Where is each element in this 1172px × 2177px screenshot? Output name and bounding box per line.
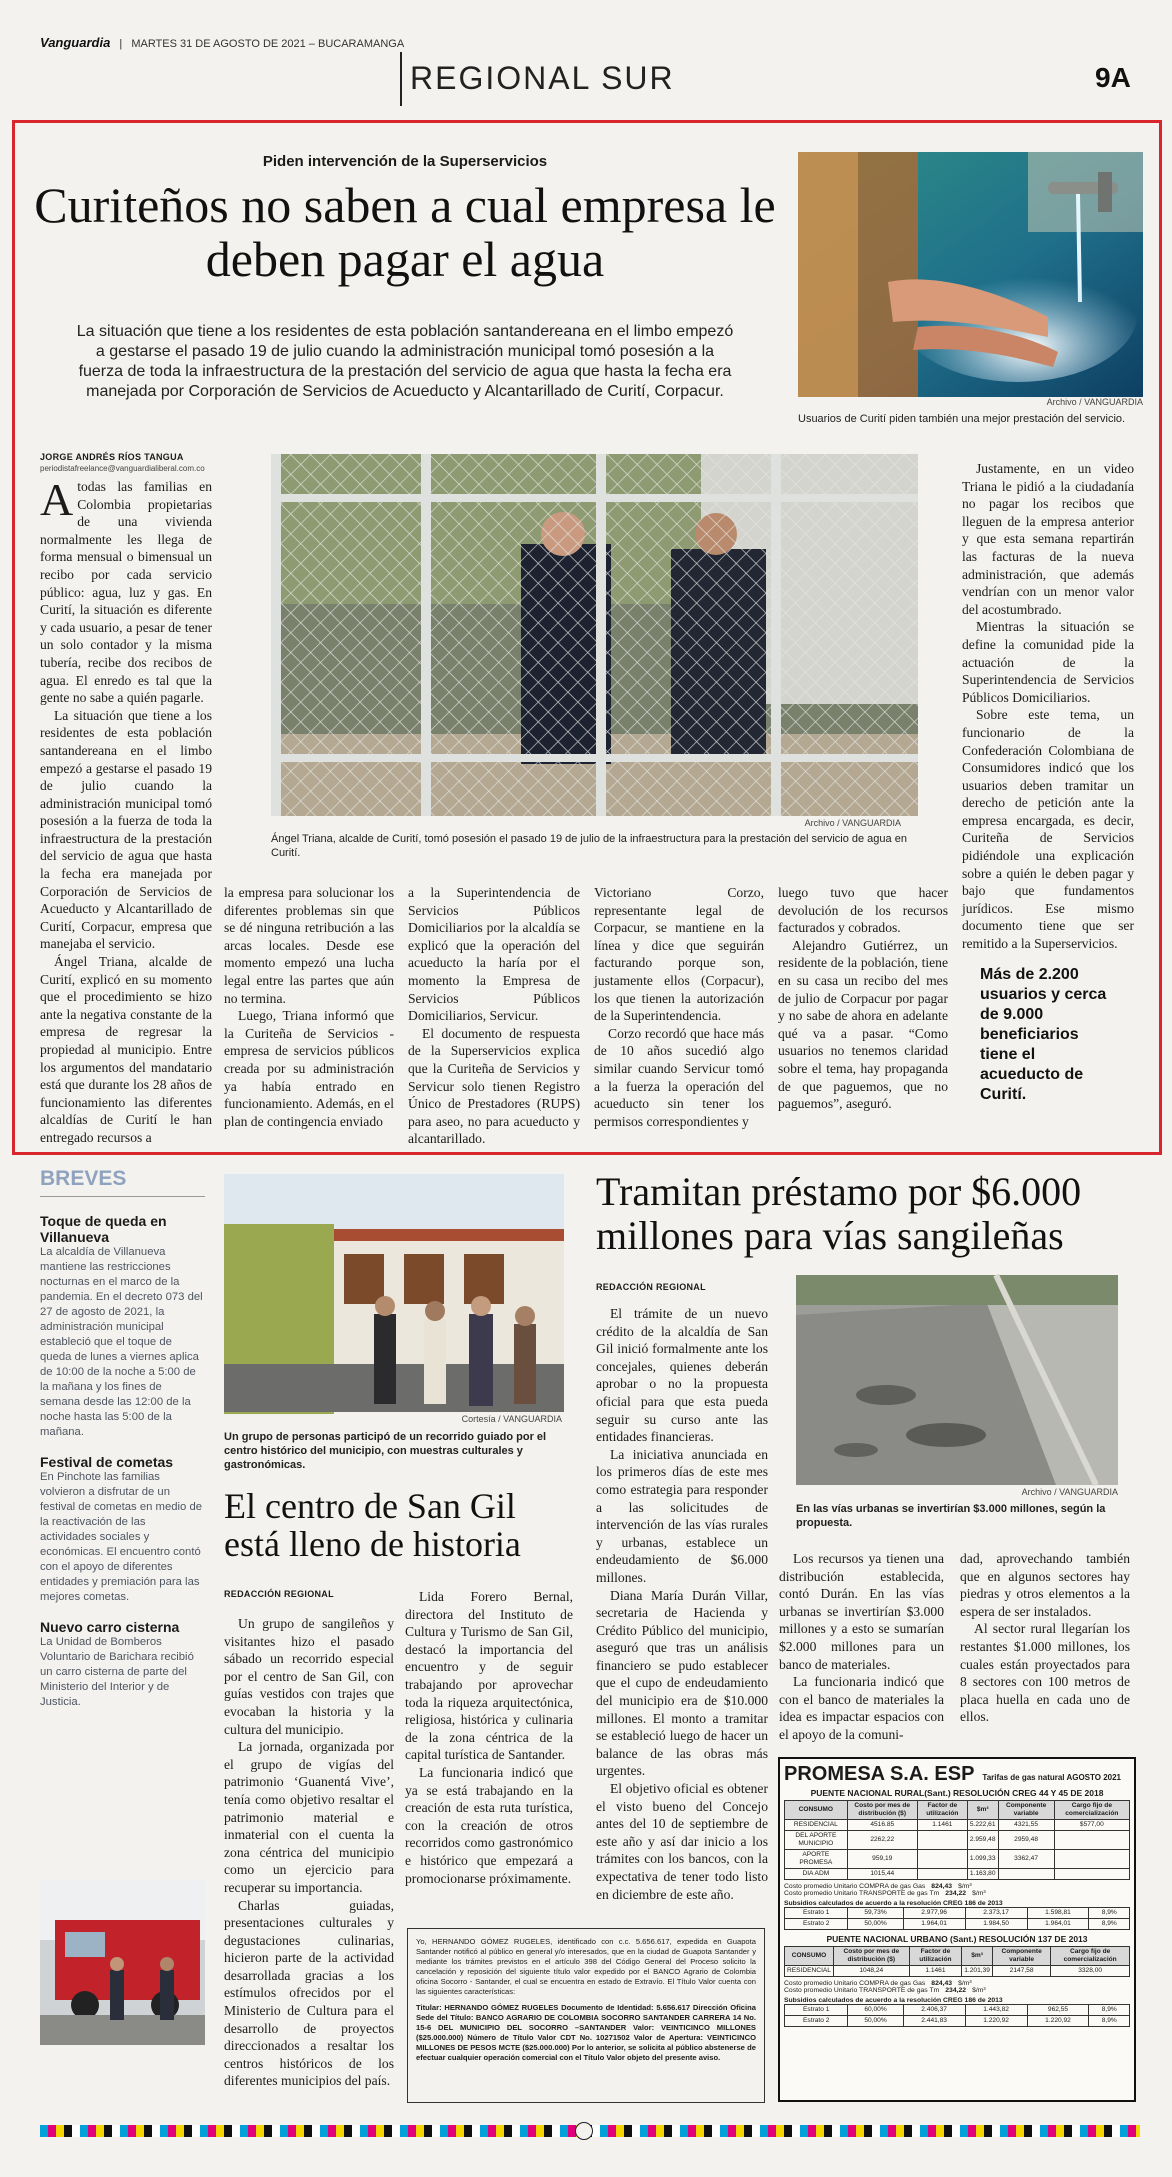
san-gil-photo-credit: Cortesía / VANGUARDIA: [461, 1414, 562, 1424]
col-header: Costo por mes de distribución ($): [833, 1947, 909, 1966]
cell: 8,9%: [1089, 2016, 1130, 2027]
san-gil-photo: [224, 1174, 564, 1412]
brief-item: [40, 1619, 205, 1710]
cell: [1054, 1850, 1129, 1869]
transporte-line-2: [784, 1987, 1130, 1994]
tariff-section-1: PUENTE NACIONAL RURAL(Sant.) RESOLUCIÓN CREG 44 Y 45 DE 2018: [810, 1788, 1104, 1798]
unit: $/m³: [958, 1980, 972, 1987]
cell: 3362,47: [998, 1850, 1054, 1869]
cell: [1054, 1831, 1129, 1850]
cell: 1.201,39: [962, 1966, 993, 1977]
cell: 2147,58: [992, 1966, 1050, 1977]
col-header: $m³: [962, 1947, 993, 1966]
col-header: Factor de utilización: [909, 1947, 962, 1966]
section-rule: [400, 52, 402, 106]
cell: 1.443,82: [965, 2005, 1027, 2016]
gate-photo-caption: Ángel Triana, alcalde de Curití, tomó posesión el pasado 19 de julio de la infraestructura para la prestación del servicio de agua en Curití.: [271, 833, 907, 859]
col-header: Costo por mes de distribución ($): [847, 1801, 917, 1820]
story-highlight: Más de 2.200 usuarios y cerca de 9.000 beneficiarios tiene el acueducto de Curití.: [980, 966, 1107, 1103]
paragraph: Victoriano Corzo, representante legal de Corpacur, se mantiene en la línea y dice que seguirán facturando porque son, justamente ellos (Corpacur), los que tienen la autorización de la Superintendencia.: [594, 885, 764, 1024]
cell: [1054, 1869, 1129, 1880]
cell: 8,9%: [1089, 2005, 1130, 2016]
paragraph: Ángel Triana, alcalde de Curití, explicó en su momento que el procedimiento se hizo ante la negativa constante de la empresa de regresar la propiedad al municipio. Entre los argumentos del mandatario está que durante los 28 años de funcionamiento las diferentes alcaldías de Curití le han entregado recursos a: [40, 954, 212, 1145]
transporte-value: 234,22: [945, 1987, 967, 1994]
paragraph: El trámite de un nuevo crédito de la alcaldía de San Gil inició formalmente ante los concejales, quienes deberán aprobar o no la propuesta oficial para que esta pueda seguir su curso ante las entidades financieras.: [596, 1306, 768, 1445]
paragraph: a la Superintendencia de Servicios Públicos Domiciliarios por la alcaldía se explicó que la operación del acueducto la haría por el momento la Empresa de Servicios Públicos Domiciliarios, Servicur.: [408, 885, 580, 1024]
paragraph: todas las familias en Colombia propietarias de una vivienda normalmente les llega de forma mensual o bimensual un recibo por cada servicio público: agua, luz y gas. En Curití, la situación es diferente y cada usuario, a pesar de tener un solo contador y la misma tubería, recibe dos recibos de agua. El enredo es tal que la gente no sabe a quién pagarle.: [40, 479, 212, 706]
cell: 59,73%: [848, 1908, 903, 1919]
col-header: CONSUMO: [785, 1947, 834, 1966]
tariff-table-2: [784, 1946, 1130, 1977]
road-photo: [796, 1275, 1118, 1485]
cell: 60,00%: [848, 2005, 903, 2016]
col-header: Componente variable: [992, 1947, 1050, 1966]
brief-title: Festival de cometas: [40, 1454, 174, 1470]
san-gil-column-2: [405, 1588, 573, 1888]
subsidy-label: Subsidios calculados de acuerdo a la resolución CREG 186 de 2013: [784, 1900, 1003, 1907]
tariff-ad: [778, 1757, 1136, 2102]
cell: Estrato 1: [785, 1908, 848, 1919]
water-photo: [798, 152, 1143, 397]
paragraph: La situación que tiene a los residentes de esta población santandereana en el limbo empezó a gestarse el pasado 19 de julio cuando la administración municipal tomó posesión a la fuerza de toda la infraestructura de la prestación del servicio de agua que hasta la fecha era manejada por Corporación de Servicios de Acueducto y Alcantarillado de Curití, Corpacur, empresa que manejaba el servicio.: [40, 707, 212, 952]
legal-notice-details: Titular: HERNANDO GÓMEZ RUGELES Documento de Identidad: 5.656.617 Dirección Oficina Sede del Título: BANCO AGRARIO DE COLOMBIA SOCORRO SANTANDER CARRERA 14 No. 15-6 DEL MUNICIPIO DEL SOCORRO –SANTANDER Valor: VEINTICINCO MILLONES ($25.000.000) Número de Título Valor CDT No. 10271502 Valor de Apertura: VEINTICINCO MILLONES DE PESOS MCTE ($25.000.000) Por lo anterior, se solicita al público abstenerse de efectuar cualquier operación comercial con el Título Valor objeto del presente aviso.: [416, 2003, 756, 2062]
paragraph: Alejandro Gutiérrez, un residente de la población, tiene en su casa un recibo del mes de julio de Corpacur por pagar y no sabe de ahora en adelante qué va a pasar. “Como usuarios no tenemos claridad sobre el tema, hay propaganda de que paguemos, que no paguemos”, aseguró.: [778, 937, 948, 1112]
cell: APORTE PROMESA: [785, 1850, 848, 1869]
paragraph: Al sector rural llegarían los restantes $1.000 millones, los cuales están proyectados para 8 sectores con 100 metros de placa huella en cada uno de ellos.: [960, 1621, 1130, 1725]
story-column-6: [962, 460, 1134, 952]
cell: $577,00: [1054, 1820, 1129, 1831]
road-photo-credit: Archivo / VANGUARDIA: [1021, 1487, 1118, 1497]
registration-mark-icon: [575, 2122, 593, 2140]
brief-title: Nuevo carro cisterna: [40, 1619, 180, 1635]
cell: 1.984,50: [965, 1919, 1027, 1930]
legal-notice: [407, 1928, 765, 2103]
paragraph: Lida Forero Bernal, directora del Instituto de Cultura y Turismo de San Gil, destacó la importancia del encuentro y de seguir trabajando por aprovechar toda la riqueza arquitectónica, religiosa, histórica y culinaria de la zona céntrica de la capital turística de Santander.: [405, 1589, 573, 1763]
compra-label: Costo promedio Unitario COMPRA de gas Gas: [784, 1980, 926, 1987]
cell: 2.406,37: [903, 2005, 965, 2016]
brief-text: La alcaldía de Villanueva mantiene las restricciones nocturnas en el marco de la pandemia. En el decreto 073 del 27 de agosto de 2021, la administración municipal estableció que el toque de queda de lunes a viernes aplica de 10:00 de la noche a 5:00 de la mañana y los fines de semana desde las 12:00 de la noche hasta las 5:00 de la mañana.: [40, 1246, 203, 1438]
story-deck: La situación que tiene a los residentes de esta población santandereana en el limbo empezó a gestarse el pasado 19 de julio cuando la administración municipal tomó posesión a la fuerza de toda la infraestructura de la prestación del servicio de agua que hasta la fecha era manejada por Corporación de Servicios de Acueducto y Alcantarillado de Curití, Corpacur.: [76, 323, 734, 400]
brief-item: [40, 1213, 205, 1440]
cell: [917, 1850, 967, 1869]
story-column-5: [778, 884, 948, 1128]
cell: 50,00%: [848, 2016, 903, 2027]
cell: RESIDENCIAL: [785, 1820, 848, 1831]
cell: 2.373,17: [965, 1908, 1027, 1919]
story-kicker: Piden intervención de la Superservicios: [262, 153, 548, 170]
cell: 1.964,01: [1027, 1919, 1089, 1930]
col-header: Componente variable: [998, 1801, 1054, 1820]
cell: [917, 1831, 967, 1850]
cell: 1.099,33: [967, 1850, 998, 1869]
table-row: [785, 1908, 1130, 1919]
table-row: [785, 2016, 1130, 2027]
cell: 962,55: [1027, 2005, 1089, 2016]
paragraph: Corzo recordó que hace más de 10 años sucedió algo similar cuando Servicur tomó a la fuerza la operación del acueducto sin tener los permisos correspondientes y: [594, 1025, 764, 1129]
col-header: CONSUMO: [785, 1801, 848, 1820]
compra-line: [784, 1883, 1130, 1890]
paragraph: La funcionaria indicó que ya se está trabajando en la creación de esta ruta turística, con la creación de otros recorridos como gastronómico e histórico que empezará a promocionarse próximamente.: [405, 1764, 573, 1886]
tariff-subtitle: Tarifas de gas natural AGOSTO 2021: [982, 1773, 1121, 1782]
paragraph: Justamente, en un video Triana le pidió a la ciudadanía no pagar los recibos que lleguen de la empresa anterior y que esta semana repartirán las facturas de la nueva administración, que además vendrían con un menor valor del acostumbrado.: [962, 461, 1134, 617]
paragraph: luego tuvo que hacer devolución de los recursos facturados y cobrados.: [778, 885, 948, 936]
briefs-heading: BREVES: [40, 1167, 127, 1190]
table-row: [785, 1820, 1130, 1831]
table-row: [785, 1919, 1130, 1930]
byline-name: JORGE ANDRÉS RÍOS TANGUA: [40, 452, 184, 462]
separator: |: [119, 38, 123, 50]
cell: [917, 1869, 967, 1880]
cell: 2262,22: [847, 1831, 917, 1850]
paragraph: El objetivo oficial es obtener el visto bueno del Concejo antes del 10 de septiembre de este año y así dar inicio a los trámites con los bancos, con la expectativa de tener todo listo en diciembre de este año.: [596, 1781, 768, 1902]
paragraph: Sobre este tema, un funcionario de la Confederación Colombiana de Consumidores indicó que los usuarios deben tramitar un derecho de petición ante la empresa encargada, es decir, Curiteña de Servicios pidiéndole una explicación sobre a quién le deben pagar y bajo que fundamentos jurídicos. Ese mismo documento tiene que ser remitido a la Superservicios.: [962, 707, 1134, 952]
paragraph: Diana María Durán Villar, secretaria de Hacienda y Crédito Público del municipio, aseguró que tras un análisis financiero se pudo establecer que el cupo de endeudamiento del municipio era de $10.000 millones. El monto a tramitar se estableció luego de hacer un balance de las obras más urgentes.: [596, 1587, 768, 1779]
transporte-label: Costo promedio Unitario TRANSPORTE de gas Tm: [784, 1987, 940, 1994]
cell: 1048,24: [833, 1966, 909, 1977]
legal-notice-text: Yo, HERNANDO GÓMEZ RUGELES, identificado con c.c. 5.656.617, expedida en Guapota Santander notificó al público en general y/o interesados, que en la ciudad de Guapota Santander y mediante los trámites previstos en el artículo 398 del Código General del Proceso solicito la cancelación y reposición del siguiente título valor expedido por el BANCO Agrario de Colombia oficina Socorro - Santander, el cual se encuentra en estado de Extravío. El Título Valor cuenta con las siguientes características:: [416, 1937, 756, 1996]
paragraph: la empresa para solucionar los diferentes problemas sin que se dé ninguna retribución a las arcas locales. Desde ese momento empezó una lucha legal entre las partes que aún no termina.: [224, 885, 394, 1006]
san-gil-photo-caption: Un grupo de personas participó de un recorrido guiado por el centro histórico del municipio, con muestras culturales y gastronómicas.: [224, 1431, 547, 1471]
table-row: [785, 1869, 1130, 1880]
dateline: MARTES 31 DE AGOSTO DE 2021 – BUCARAMANGA: [131, 38, 405, 50]
water-photo-caption: Usuarios de Curití piden también una mejor prestación del servicio.: [798, 413, 1126, 425]
page-number: 9A: [1095, 62, 1131, 93]
cell: 2.441,83: [903, 2016, 965, 2027]
cell: Estrato 2: [785, 2016, 848, 2027]
cell: 1.220,92: [1027, 2016, 1089, 2027]
cell: RESIDENCIAL: [785, 1966, 834, 1977]
san-gil-byline: REDACCIÓN REGIONAL: [224, 1589, 334, 1599]
san-gil-column-1: [224, 1615, 394, 2125]
san-gil-headline: El centro de San Gil está lleno de historia: [224, 1486, 521, 1564]
brief-text: En Pinchote las familias volvieron a disfrutar de un festival de cometas en medio de la reactivación de las actividades sociales y económicas. El encuentro contó con el apoyo de diferentes entidades y premiación para las mejores cometas.: [40, 1471, 203, 1603]
loan-headline: Tramitan préstamo por $6.000 millones para vías sangileñas: [596, 1169, 1082, 1258]
tariff-section-2: PUENTE NACIONAL URBANO (Sant.) RESOLUCIÓN 137 DE 2013: [826, 1934, 1088, 1944]
road-photo-caption: En las vías urbanas se invertirían $3.000 millones, según la propuesta.: [796, 1503, 1106, 1529]
compra-value: 824,43: [931, 1980, 953, 1987]
cell: 1.598,81: [1027, 1908, 1089, 1919]
col-header: Factor de utilización: [917, 1801, 967, 1820]
cell: Estrato 1: [785, 2005, 848, 2016]
brief-list: [40, 1213, 205, 1710]
cell: 8,9%: [1089, 1919, 1130, 1930]
cell: DEL APORTE MUNICIPIO: [785, 1831, 848, 1850]
transporte-value: 234,22: [945, 1890, 967, 1897]
cell: [998, 1869, 1054, 1880]
cell: 8,9%: [1089, 1908, 1130, 1919]
brief-text: La Unidad de Bomberos Voluntario de Barichara recibió un carro cisterna de parte del Ministerio del Interior y de Justicia.: [40, 1636, 194, 1708]
cell: 4321,55: [998, 1820, 1054, 1831]
compra-value: 824,43: [931, 1883, 953, 1890]
brief-item: [40, 1454, 205, 1605]
loan-column-1: [596, 1305, 768, 1902]
cell: 1.220,92: [965, 2016, 1027, 2027]
col-header: Cargo fijo de comercialización: [1051, 1947, 1130, 1966]
cell: 2959,48: [998, 1831, 1054, 1850]
col-header: Cargo fijo de comercialización: [1054, 1801, 1129, 1820]
cell: 5.222,61: [967, 1820, 998, 1831]
byline-email: periodistafreelance@vanguardialiberal.com.co: [40, 464, 205, 473]
subsidy-table-2: [784, 2004, 1130, 2027]
story-column-1: [40, 474, 212, 1145]
cell: 2.959,48: [967, 1831, 998, 1850]
masthead: [40, 35, 404, 50]
paragraph: Los recursos ya tienen una distribución establecida, contó Durán. En las vías urbanas se invertirían $3.000 millones y a esto se sumarían $2.000 millones para un banco de materiales.: [779, 1551, 944, 1672]
paragraph: La iniciativa anunciada en los primeros días de este mes como estrategia para responder a las solicitudes de intervención de las vías rurales y urbanas, establece un endeudamiento de $6.000 millones.: [596, 1446, 768, 1585]
paragraph: La funcionaria indicó que con el banco de materiales la idea es impactar espacios con el apoyo de la comuni-: [779, 1674, 944, 1742]
brand-logo: Vanguardia: [40, 35, 111, 50]
cell: 2.977,96: [903, 1908, 965, 1919]
cell: 1.1461: [917, 1820, 967, 1831]
loan-column-3: [960, 1550, 1130, 1740]
cell: 1015,44: [847, 1869, 917, 1880]
paragraph: Charlas guiadas, presentaciones culturales y degustaciones culinarias, hicieron parte de la actividad desarrollada gracias a los estímulos ofrecidos por el Ministerio de Cultura para el desarrollo de proyectos direccionados a resaltar los centros históricos de los diferentes municipios del país.: [224, 1897, 394, 2089]
tariff-table-1: [784, 1800, 1130, 1880]
unit: $/m³: [972, 1890, 986, 1897]
fire-truck-photo: [40, 1880, 205, 2045]
story-column-3: [408, 884, 580, 1147]
cell: 1.964,01: [903, 1919, 965, 1930]
cell: DIA ADM: [785, 1869, 848, 1880]
cell: Estrato 2: [785, 1919, 848, 1930]
table-row: [785, 2005, 1130, 2016]
cell: 3328,00: [1051, 1966, 1130, 1977]
water-photo-credit: Archivo / VANGUARDIA: [1046, 397, 1143, 407]
gate-photo: [271, 454, 918, 816]
tariff-company: PROMESA S.A. ESP: [784, 1763, 975, 1785]
table-row: [785, 1966, 1130, 1977]
briefs-rule: [40, 1196, 205, 1197]
cell: 4516.85: [847, 1820, 917, 1831]
compra-label: Costo promedio Unitario COMPRA de gas Gas: [784, 1883, 926, 1890]
unit: $/m³: [972, 1987, 986, 1994]
table-row: [785, 1850, 1130, 1869]
cell: 50,00%: [848, 1919, 903, 1930]
cell: 959,19: [847, 1850, 917, 1869]
subsidy-table-1: [784, 1907, 1130, 1930]
col-header: $m³: [967, 1801, 998, 1820]
unit: $/m³: [958, 1883, 972, 1890]
story-column-2: [224, 884, 394, 1128]
paragraph: Mientras la situación se define la comunidad pide la actuación de la Superintendencia de Servicios Públicos Domiciliarios.: [962, 619, 1134, 705]
loan-column-2: [779, 1550, 944, 1740]
paragraph: Luego, Triana informó que la Curiteña de Servicios - empresa de servicios públicos creada por su administración ya había entrado en funcionamiento. Además, en el plan de contingencia enviado: [224, 1008, 394, 1129]
paragraph: dad, aprovechando también que en algunos sectores hay piedras y otros elementos a la espera de ser instalados.: [960, 1551, 1130, 1619]
cell: 1.1461: [909, 1966, 962, 1977]
transporte-label: Costo promedio Unitario TRANSPORTE de gas Tm: [784, 1890, 940, 1897]
paragraph: La jornada, organizada por el grupo de vigías del patrimonio ‘Guanentá Vive’, tenía como objetivo resaltar el patrimonio material e inmaterial con el cuenta la zona céntrica del municipio como un ejercicio para recuperar su importancia.: [224, 1739, 394, 1895]
subsidy-label-2: Subsidios calculados de acuerdo a la resolución CREG 186 de 2013: [784, 1997, 1003, 2004]
transporte-line: [784, 1890, 1130, 1897]
table-row: [785, 1831, 1130, 1850]
cell: 1.163,80: [967, 1869, 998, 1880]
gate-photo-credit: Archivo / VANGUARDIA: [804, 818, 901, 828]
story-headline: Curiteños no saben a cual empresa le deben pagar el agua: [34, 177, 776, 287]
story-column-4: [594, 884, 764, 1128]
drop-cap: A: [40, 474, 74, 525]
paragraph: Un grupo de sangileños y visitantes hizo el pasado sábado un recorrido especial por el centro de San Gil, con guías vestidos con trajes que evocaban la historia y la cultura del municipio.: [224, 1616, 394, 1737]
compra-line-2: [784, 1980, 1130, 1987]
loan-byline: REDACCIÓN REGIONAL: [596, 1282, 706, 1292]
section-title: REGIONAL SUR: [410, 60, 675, 96]
paragraph: El documento de respuesta de la Superservicios explica que la Curiteña de Servicios y Servicur solo tienen Registro Único de Prestadores (RUPS) para aseo, no para acueducto y alcantarillado.: [408, 1025, 580, 1147]
brief-title: Toque de queda en Villanueva: [40, 1213, 167, 1245]
